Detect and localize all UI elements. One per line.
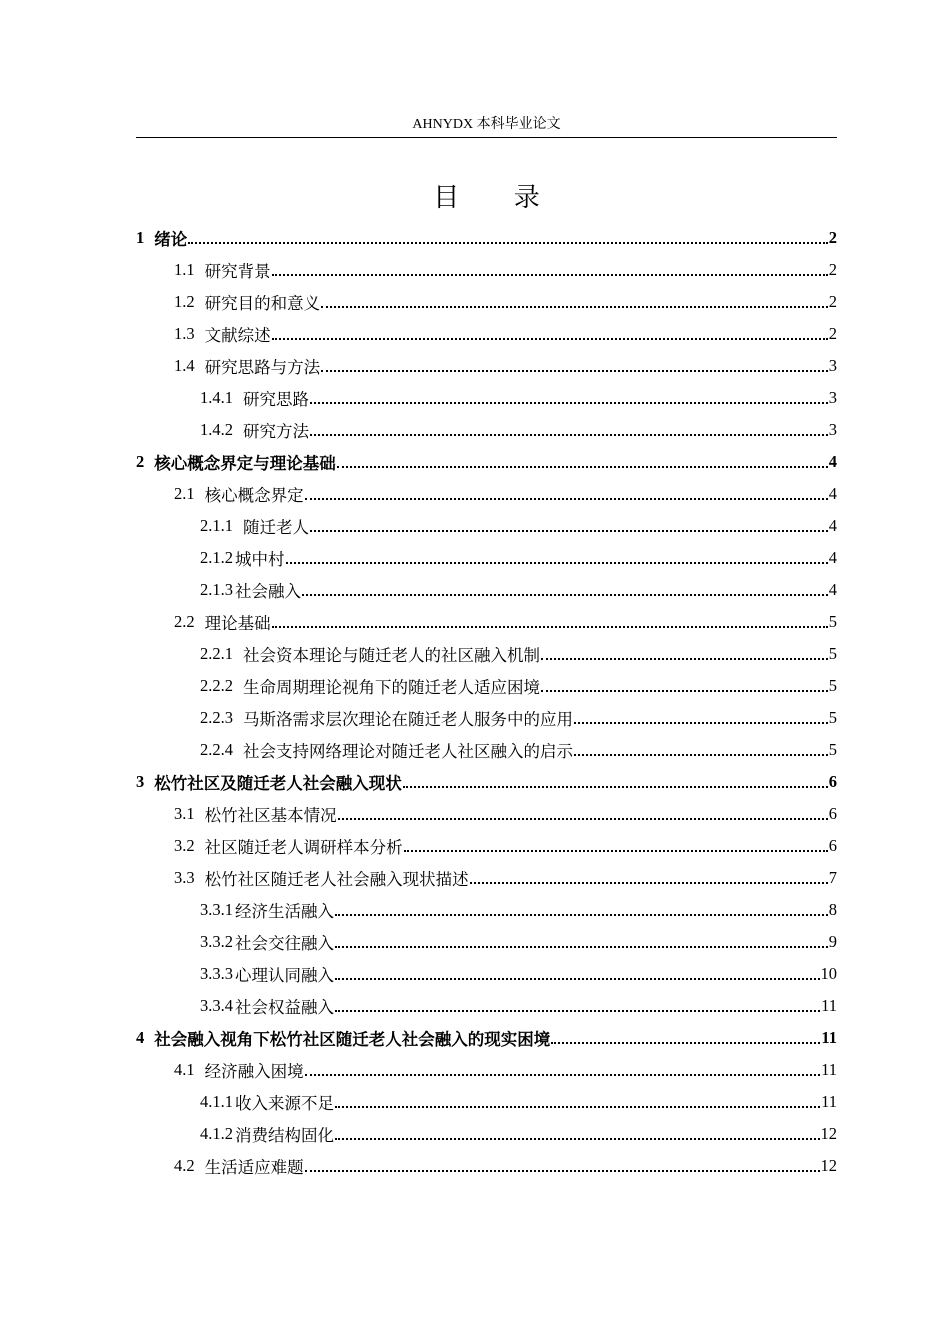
toc-entry-number: 4.1.1 bbox=[200, 1092, 233, 1111]
toc-entry-number: 2.2 bbox=[174, 612, 195, 631]
toc-entry-page: 5 bbox=[828, 644, 837, 663]
toc-entry-page: 2 bbox=[828, 260, 837, 279]
toc-entry[interactable] bbox=[136, 478, 837, 510]
toc-entry-number: 3.3.3 bbox=[200, 964, 233, 983]
toc-entry-page: 4 bbox=[828, 484, 837, 503]
toc-dot-leader bbox=[551, 1042, 820, 1044]
toc-entry[interactable] bbox=[136, 670, 837, 702]
toc-entry-number: 1.2 bbox=[174, 292, 195, 311]
toc-entry-page: 11 bbox=[821, 1092, 837, 1111]
toc-entry-number: 1.4 bbox=[174, 356, 195, 375]
toc-entry[interactable] bbox=[136, 830, 837, 862]
toc-entry[interactable] bbox=[136, 1086, 837, 1118]
toc-entry-page: 4 bbox=[828, 580, 837, 599]
toc-entry[interactable] bbox=[136, 1118, 837, 1150]
toc-entry-title: 核心概念界定 bbox=[204, 486, 304, 505]
toc-entry-title: 社会融入视角下松竹社区随迁老人社会融入的现实困境 bbox=[154, 1030, 551, 1049]
toc-entry-number: 2.1.1 bbox=[200, 516, 233, 535]
toc-dot-leader bbox=[305, 1170, 820, 1172]
toc-entry-number: 3.1 bbox=[174, 804, 195, 823]
toc-entry-page: 3 bbox=[828, 356, 837, 375]
toc-entry-title: 社区随迁老人调研样本分析 bbox=[204, 838, 403, 857]
toc-dot-leader bbox=[272, 338, 828, 340]
toc-dot-leader bbox=[574, 722, 828, 724]
toc-entry-page: 11 bbox=[821, 1028, 837, 1047]
toc-entry[interactable] bbox=[136, 894, 837, 926]
running-header: AHNYDX 本科毕业论文 bbox=[412, 117, 561, 132]
toc-entry[interactable] bbox=[136, 702, 837, 734]
toc-entry-title: 消费结构固化 bbox=[235, 1126, 334, 1145]
toc-dot-leader bbox=[335, 1138, 820, 1140]
toc-entry-page: 9 bbox=[828, 932, 837, 951]
toc-dot-leader bbox=[404, 850, 828, 852]
toc-entry-number: 4.1.2 bbox=[200, 1124, 233, 1143]
toc-entry-number: 2.1.3 bbox=[200, 580, 233, 599]
toc-entry-title: 社会权益融入 bbox=[235, 998, 334, 1017]
toc-entry-title: 松竹社区随迁老人社会融入现状描述 bbox=[204, 870, 469, 889]
toc-entry[interactable] bbox=[136, 1150, 837, 1182]
toc-dot-leader bbox=[335, 914, 828, 916]
toc-entry-number: 1.4.1 bbox=[200, 388, 233, 407]
toc-entry-title: 马斯洛需求层次理论在随迁老人服务中的应用 bbox=[243, 710, 573, 729]
toc-entry-title: 经济生活融入 bbox=[235, 902, 334, 921]
toc-entry-title: 心理认同融入 bbox=[235, 966, 334, 985]
toc-entry-number: 1.4.2 bbox=[200, 420, 233, 439]
toc-entry[interactable] bbox=[136, 958, 837, 990]
toc-entry[interactable] bbox=[136, 254, 837, 286]
toc-entry-number: 2.1.2 bbox=[200, 548, 233, 567]
toc-entry-title: 研究思路 bbox=[243, 390, 309, 409]
toc-dot-leader bbox=[188, 242, 828, 244]
toc-entry[interactable] bbox=[136, 382, 837, 414]
toc-entry[interactable] bbox=[136, 510, 837, 542]
toc-entry-page: 11 bbox=[821, 996, 837, 1015]
toc-entry-title: 城中村 bbox=[235, 550, 285, 569]
toc-entry-page: 12 bbox=[820, 1124, 837, 1143]
toc-entry-title: 经济融入困境 bbox=[204, 1062, 304, 1081]
toc-dot-leader bbox=[272, 274, 828, 276]
toc-entry-page: 2 bbox=[828, 324, 837, 343]
toc-entry-number: 1.1 bbox=[174, 260, 195, 279]
toc-dot-leader bbox=[403, 786, 828, 788]
toc-entry-title: 研究思路与方法 bbox=[204, 358, 321, 377]
toc-entry-title: 收入来源不足 bbox=[235, 1094, 334, 1113]
toc-dot-leader bbox=[321, 306, 828, 308]
page-title: 目 录 bbox=[433, 183, 564, 212]
toc-entry[interactable] bbox=[136, 734, 837, 766]
toc-entry[interactable] bbox=[136, 1022, 837, 1054]
toc-dot-leader bbox=[335, 1010, 820, 1012]
header-rule bbox=[136, 137, 837, 138]
toc-entry-title: 社会支持网络理论对随迁老人社区融入的启示 bbox=[243, 742, 573, 761]
toc-entry-number: 2 bbox=[136, 452, 145, 471]
toc-entry-page: 6 bbox=[828, 836, 837, 855]
toc-entry[interactable] bbox=[136, 574, 837, 606]
toc-dot-leader bbox=[541, 690, 828, 692]
toc-dot-leader bbox=[310, 434, 828, 436]
toc-entry[interactable] bbox=[136, 446, 837, 478]
toc-entry-number: 2.2.2 bbox=[200, 676, 233, 695]
toc-dot-leader bbox=[338, 818, 828, 820]
toc-entry[interactable] bbox=[136, 542, 837, 574]
toc-entry-number: 1.3 bbox=[174, 324, 195, 343]
table-of-contents bbox=[136, 222, 837, 1182]
toc-entry-page: 6 bbox=[828, 772, 837, 791]
toc-dot-leader bbox=[335, 1106, 820, 1108]
toc-entry-title: 社会交往融入 bbox=[235, 934, 334, 953]
toc-entry-page: 5 bbox=[828, 676, 837, 695]
toc-entry-number: 3.3.2 bbox=[200, 932, 233, 951]
toc-dot-leader bbox=[574, 754, 828, 756]
toc-dot-leader bbox=[321, 370, 828, 372]
toc-entry-title: 研究方法 bbox=[243, 422, 309, 441]
toc-entry-title: 研究目的和意义 bbox=[204, 294, 321, 313]
toc-entry-title: 社会融入 bbox=[235, 582, 301, 601]
toc-entry-number: 2.1 bbox=[174, 484, 195, 503]
toc-entry-number: 3.3.4 bbox=[200, 996, 233, 1015]
toc-entry-number: 3.2 bbox=[174, 836, 195, 855]
toc-entry-number: 2.2.3 bbox=[200, 708, 233, 727]
toc-entry-number: 3.3.1 bbox=[200, 900, 233, 919]
toc-entry[interactable] bbox=[136, 926, 837, 958]
toc-entry-page: 4 bbox=[828, 548, 837, 567]
toc-entry-page: 4 bbox=[828, 452, 837, 471]
toc-entry-page: 8 bbox=[828, 900, 837, 919]
toc-dot-leader bbox=[305, 498, 828, 500]
toc-entry-page: 10 bbox=[820, 964, 837, 983]
toc-entry-page: 5 bbox=[828, 612, 837, 631]
toc-entry-title: 生活适应难题 bbox=[204, 1158, 304, 1177]
toc-entry-page: 5 bbox=[828, 740, 837, 759]
toc-dot-leader bbox=[335, 978, 820, 980]
toc-entry[interactable] bbox=[136, 414, 837, 446]
toc-entry-number: 2.2.4 bbox=[200, 740, 233, 759]
toc-entry-number: 4 bbox=[136, 1028, 145, 1047]
toc-dot-leader bbox=[310, 402, 828, 404]
toc-entry[interactable] bbox=[136, 766, 837, 798]
toc-entry-number: 4.1 bbox=[174, 1060, 195, 1079]
toc-entry[interactable] bbox=[136, 222, 837, 254]
toc-entry[interactable] bbox=[136, 638, 837, 670]
toc-entry-page: 2 bbox=[828, 228, 837, 247]
toc-entry-title: 松竹社区基本情况 bbox=[204, 806, 337, 825]
toc-entry-title: 理论基础 bbox=[204, 614, 271, 633]
toc-entry-number: 1 bbox=[136, 228, 145, 247]
toc-entry[interactable] bbox=[136, 350, 837, 382]
toc-dot-leader bbox=[286, 562, 828, 564]
toc-entry-title: 绪论 bbox=[154, 230, 188, 249]
toc-entry[interactable] bbox=[136, 318, 837, 350]
toc-entry[interactable] bbox=[136, 1054, 837, 1086]
toc-entry[interactable] bbox=[136, 862, 837, 894]
toc-entry-page: 6 bbox=[828, 804, 837, 823]
toc-entry-page: 4 bbox=[828, 516, 837, 535]
toc-dot-leader bbox=[470, 882, 828, 884]
toc-entry-page: 2 bbox=[828, 292, 837, 311]
toc-entry[interactable] bbox=[136, 798, 837, 830]
toc-entry-number: 4.2 bbox=[174, 1156, 195, 1175]
toc-entry-page: 12 bbox=[820, 1156, 837, 1175]
toc-entry-title: 社会资本理论与随迁老人的社区融入机制 bbox=[243, 646, 540, 665]
toc-entry-title: 文献综述 bbox=[204, 326, 271, 345]
toc-entry-title: 研究背景 bbox=[204, 262, 271, 281]
toc-entry-title: 生命周期理论视角下的随迁老人适应困境 bbox=[243, 678, 540, 697]
toc-entry[interactable] bbox=[136, 606, 837, 638]
toc-dot-leader bbox=[335, 946, 828, 948]
toc-entry-title: 随迁老人 bbox=[243, 518, 309, 537]
toc-dot-leader bbox=[305, 1074, 820, 1076]
toc-dot-leader bbox=[337, 466, 828, 468]
toc-entry-page: 3 bbox=[828, 420, 837, 439]
toc-entry[interactable] bbox=[136, 990, 837, 1022]
toc-dot-leader bbox=[272, 626, 828, 628]
toc-entry[interactable] bbox=[136, 286, 837, 318]
toc-entry-page: 3 bbox=[828, 388, 837, 407]
toc-entry-page: 11 bbox=[821, 1060, 837, 1079]
toc-dot-leader bbox=[302, 594, 828, 596]
toc-entry-title: 核心概念界定与理论基础 bbox=[154, 454, 336, 473]
toc-entry-number: 2.2.1 bbox=[200, 644, 233, 663]
toc-entry-number: 3.3 bbox=[174, 868, 195, 887]
toc-entry-page: 5 bbox=[828, 708, 837, 727]
toc-entry-title: 松竹社区及随迁老人社会融入现状 bbox=[154, 774, 402, 793]
toc-entry-page: 7 bbox=[828, 868, 837, 887]
toc-dot-leader bbox=[310, 530, 828, 532]
toc-dot-leader bbox=[541, 658, 828, 660]
toc-entry-number: 3 bbox=[136, 772, 145, 791]
